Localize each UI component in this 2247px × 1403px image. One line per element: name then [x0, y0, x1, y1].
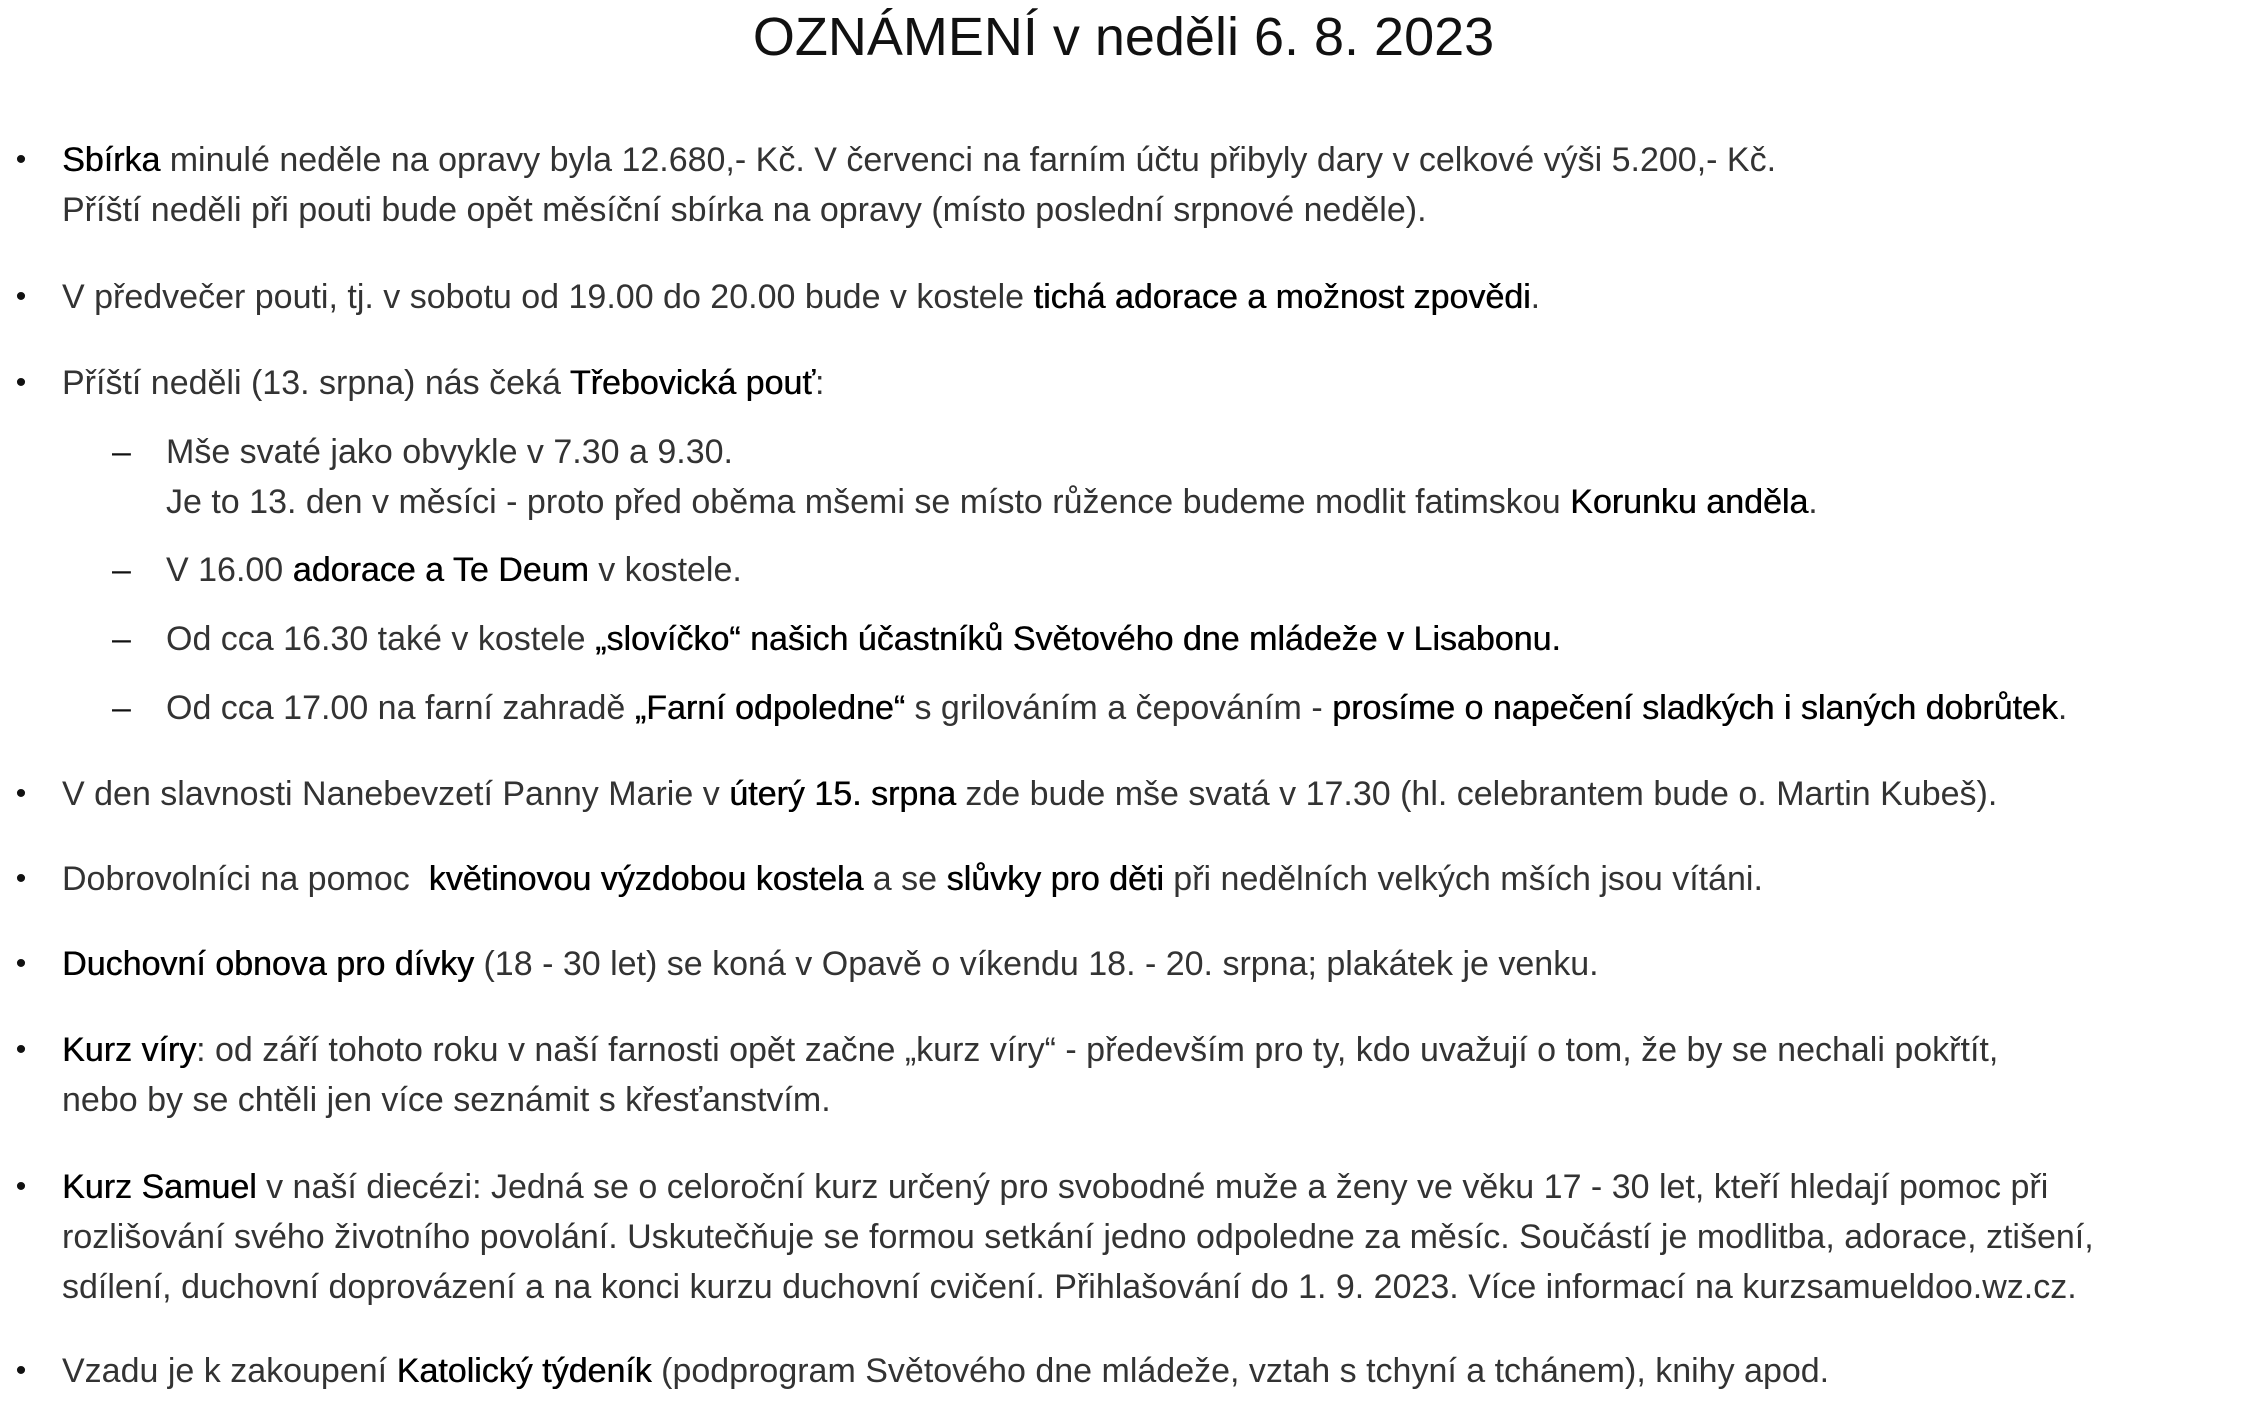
bullet: • — [15, 1170, 27, 1203]
bullet: • — [15, 947, 27, 980]
item-line: Je to 13. den v měsíci - proto před oběma mšemi se místo růžence budeme modlit fatimskou Korunku anděla. — [166, 483, 1818, 521]
item-line: nebo by se chtěli jen více seznámit s křesťanstvím. — [62, 1081, 831, 1119]
dash: – — [112, 551, 131, 589]
sub-item-odpoledne — [112, 683, 2236, 733]
item-sbirka — [15, 135, 2242, 235]
bullet: • — [15, 862, 27, 895]
item-line: rozlišování svého životního povolání. Uskutečňuje se formou setkání jedno odpoledne za měsíc. Součástí je modlitba, adorace, ztišení, — [62, 1218, 2094, 1256]
item-line: Sbírka minulé neděle na opravy byla 12.680,- Kč. V červenci na farním účtu přibyly dary v celkové výši 5.200,- Kč. — [62, 141, 1777, 179]
bullet: • — [15, 366, 27, 399]
item-line: Příští neděli při pouti bude opět měsíční sbírka na opravy (místo poslední srpnové neděle). — [62, 191, 1427, 229]
item-line: V předvečer pouti, tj. v sobotu od 19.00 do 20.00 bude v kostele tichá adorace a možnost zpovědi. — [62, 278, 1541, 316]
dash: – — [112, 620, 131, 658]
sub-item-adorace — [112, 545, 2236, 595]
bullet: • — [15, 777, 27, 810]
item-kurz-viry — [15, 1025, 2242, 1125]
item-line: Mše svaté jako obvykle v 7.30 a 9.30. — [166, 433, 733, 471]
item-kurz-samuel — [15, 1162, 2242, 1312]
bullet: • — [15, 1354, 27, 1387]
item-line: Dobrovolníci na pomoc květinovou výzdobou kostela a se slůvky pro děti při nedělních velkých mších jsou vítáni. — [62, 860, 1763, 898]
sub-item-slovicko — [112, 614, 2236, 664]
bullet: • — [15, 280, 27, 313]
item-line: Kurz Samuel v naší diecézi: Jedná se o celoroční kurz určený pro svobodné muže a ženy ve věku 17 - 30 let, kteří hledají pomoc při — [62, 1168, 2049, 1206]
item-dobrovolnici — [15, 854, 2242, 904]
item-line: Od cca 16.30 také v kostele „slovíčko“ našich účastníků Světového dne mládeže v Lisabonu. — [166, 620, 1561, 658]
item-line: Duchovní obnova pro dívky (18 - 30 let) se koná v Opavě o víkendu 18. - 20. srpna; plakátek je venku. — [62, 945, 1599, 983]
item-line: V den slavnosti Nanebevzetí Panny Marie v úterý 15. srpna zde bude mše svatá v 17.30 (hl. celebrantem bude o. Martin Kubeš). — [62, 775, 1998, 813]
item-vzadu — [15, 1346, 2242, 1396]
dash: – — [112, 433, 131, 471]
item-predvecer — [15, 272, 2242, 322]
item-obnova — [15, 939, 2242, 989]
sub-item-mse — [112, 427, 2236, 527]
page-title: OZNÁMENÍ v neděli 6. 8. 2023 — [752, 7, 1495, 67]
item-line: Vzadu je k zakoupení Katolický týdeník (podprogram Světového dne mládeže, vztah s tchyní a tchánem), knihy apod. — [62, 1352, 1830, 1390]
item-nanebevzeti — [15, 769, 2242, 819]
dash: – — [112, 689, 131, 727]
item-line: Kurz víry: od září tohoto roku v naší farnosti opět začne „kurz víry“ - především pro ty, kdo uvažují o tom, že by se nechali pokřtít, — [62, 1031, 1999, 1069]
item-line: Příští neděli (13. srpna) nás čeká Třebovická pouť: — [62, 364, 825, 402]
bullet: • — [15, 1033, 27, 1066]
item-line: sdílení, duchovní doprovázení a na konci kurzu duchovní cvičení. Přihlašování do 1. 9. 2023. Více informací na kurzsamueldoo.wz.cz. — [62, 1268, 2077, 1306]
bullet: • — [15, 143, 27, 176]
item-pout — [15, 358, 2242, 408]
item-line: Od cca 17.00 na farní zahradě „Farní odpoledne“ s grilováním a čepováním - prosíme o napečení sladkých i slaných dobrůtek. — [166, 689, 2068, 727]
item-line: V 16.00 adorace a Te Deum v kostele. — [166, 551, 742, 589]
